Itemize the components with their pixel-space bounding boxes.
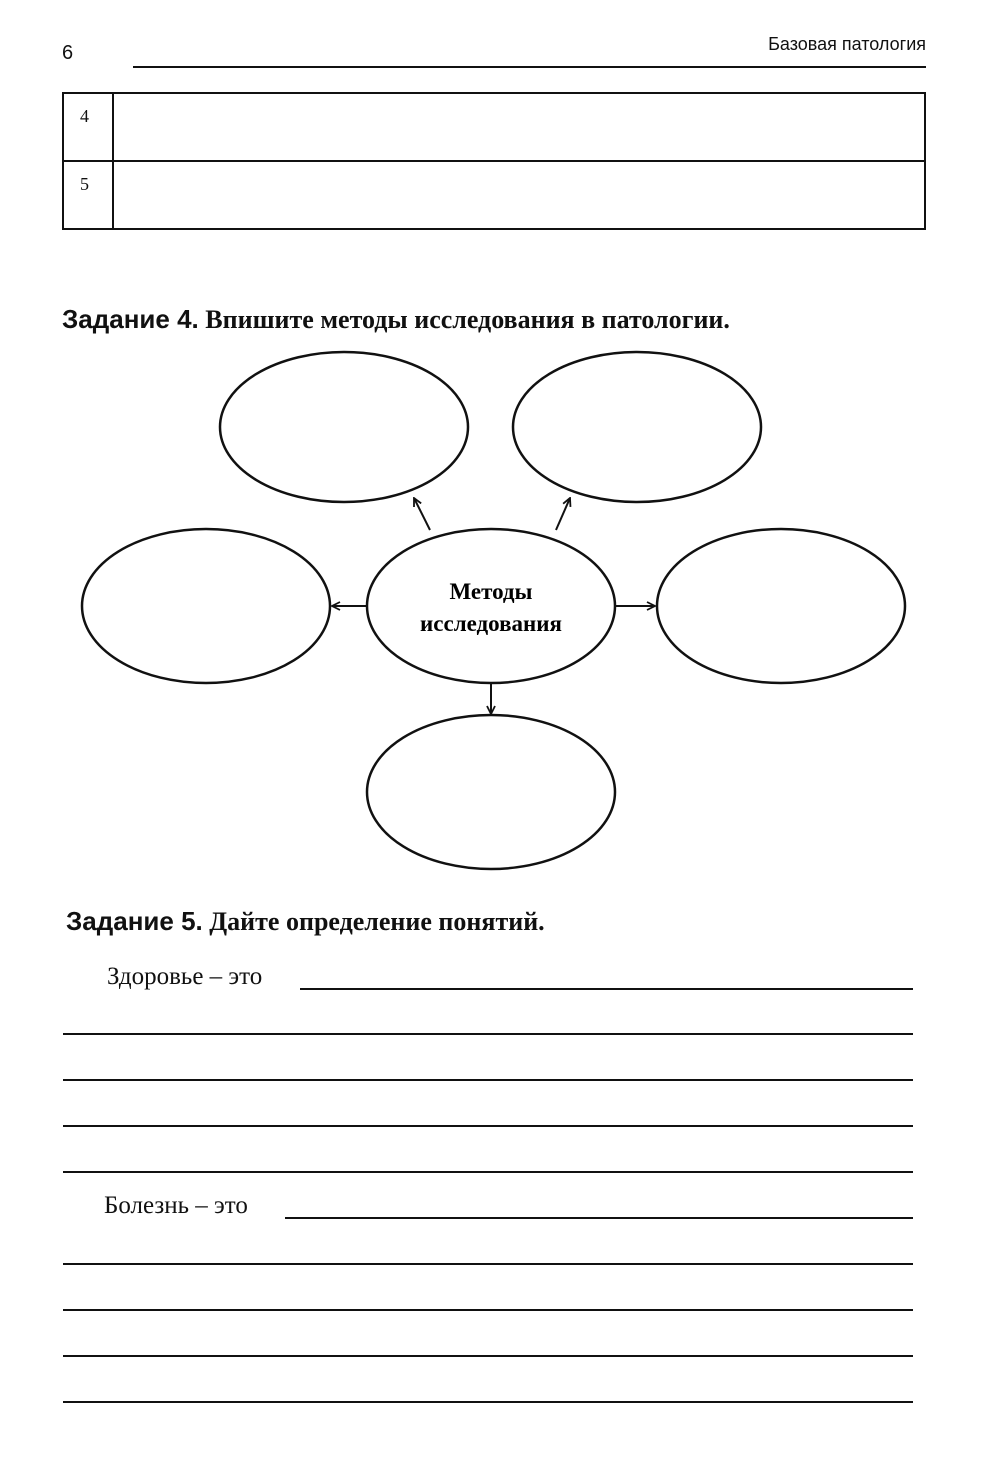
row-number: 5 xyxy=(63,161,113,229)
health-answer-line[interactable] xyxy=(63,1033,913,1035)
method-oval-top-right[interactable] xyxy=(513,352,761,502)
method-oval-right[interactable] xyxy=(657,529,905,683)
answer-cell[interactable] xyxy=(113,161,925,229)
center-oval xyxy=(367,529,615,683)
task5-text: Дайте определение понятий. xyxy=(202,907,545,936)
health-answer-line[interactable] xyxy=(300,988,913,990)
table-row xyxy=(63,93,925,161)
task4-text: Впишите методы исследования в патологии. xyxy=(198,305,730,334)
task5-heading xyxy=(66,906,545,937)
center-label-line1: Методы xyxy=(449,579,533,604)
page-number: 6 xyxy=(62,42,74,64)
center-label-line2: исследования xyxy=(420,611,562,636)
disease-answer-line[interactable] xyxy=(63,1263,913,1265)
disease-definition-label: Болезнь – это xyxy=(104,1192,248,1219)
arrow-to-top-right xyxy=(556,498,570,530)
disease-answer-line[interactable] xyxy=(63,1401,913,1403)
task4-heading xyxy=(62,304,730,335)
answer-cell[interactable] xyxy=(113,93,925,161)
health-definition-label: Здоровье – это xyxy=(107,963,263,990)
header-rule xyxy=(133,66,926,68)
task4-label: Задание 4. xyxy=(62,304,199,334)
table-row xyxy=(63,161,925,229)
health-answer-line[interactable] xyxy=(63,1079,913,1081)
task5-label: Задание 5. xyxy=(66,906,203,936)
row-number: 4 xyxy=(63,93,113,161)
health-answer-line[interactable] xyxy=(63,1171,913,1173)
running-title: Базовая патология xyxy=(768,34,926,54)
disease-answer-line[interactable] xyxy=(285,1217,913,1219)
disease-answer-line[interactable] xyxy=(63,1309,913,1311)
methods-diagram xyxy=(0,340,1000,880)
method-oval-top-left[interactable] xyxy=(220,352,468,502)
arrow-to-top-left xyxy=(414,498,430,530)
answer-table xyxy=(62,92,926,230)
method-oval-bottom[interactable] xyxy=(367,715,615,869)
method-oval-left[interactable] xyxy=(82,529,330,683)
health-answer-line[interactable] xyxy=(63,1125,913,1127)
disease-answer-line[interactable] xyxy=(63,1355,913,1357)
